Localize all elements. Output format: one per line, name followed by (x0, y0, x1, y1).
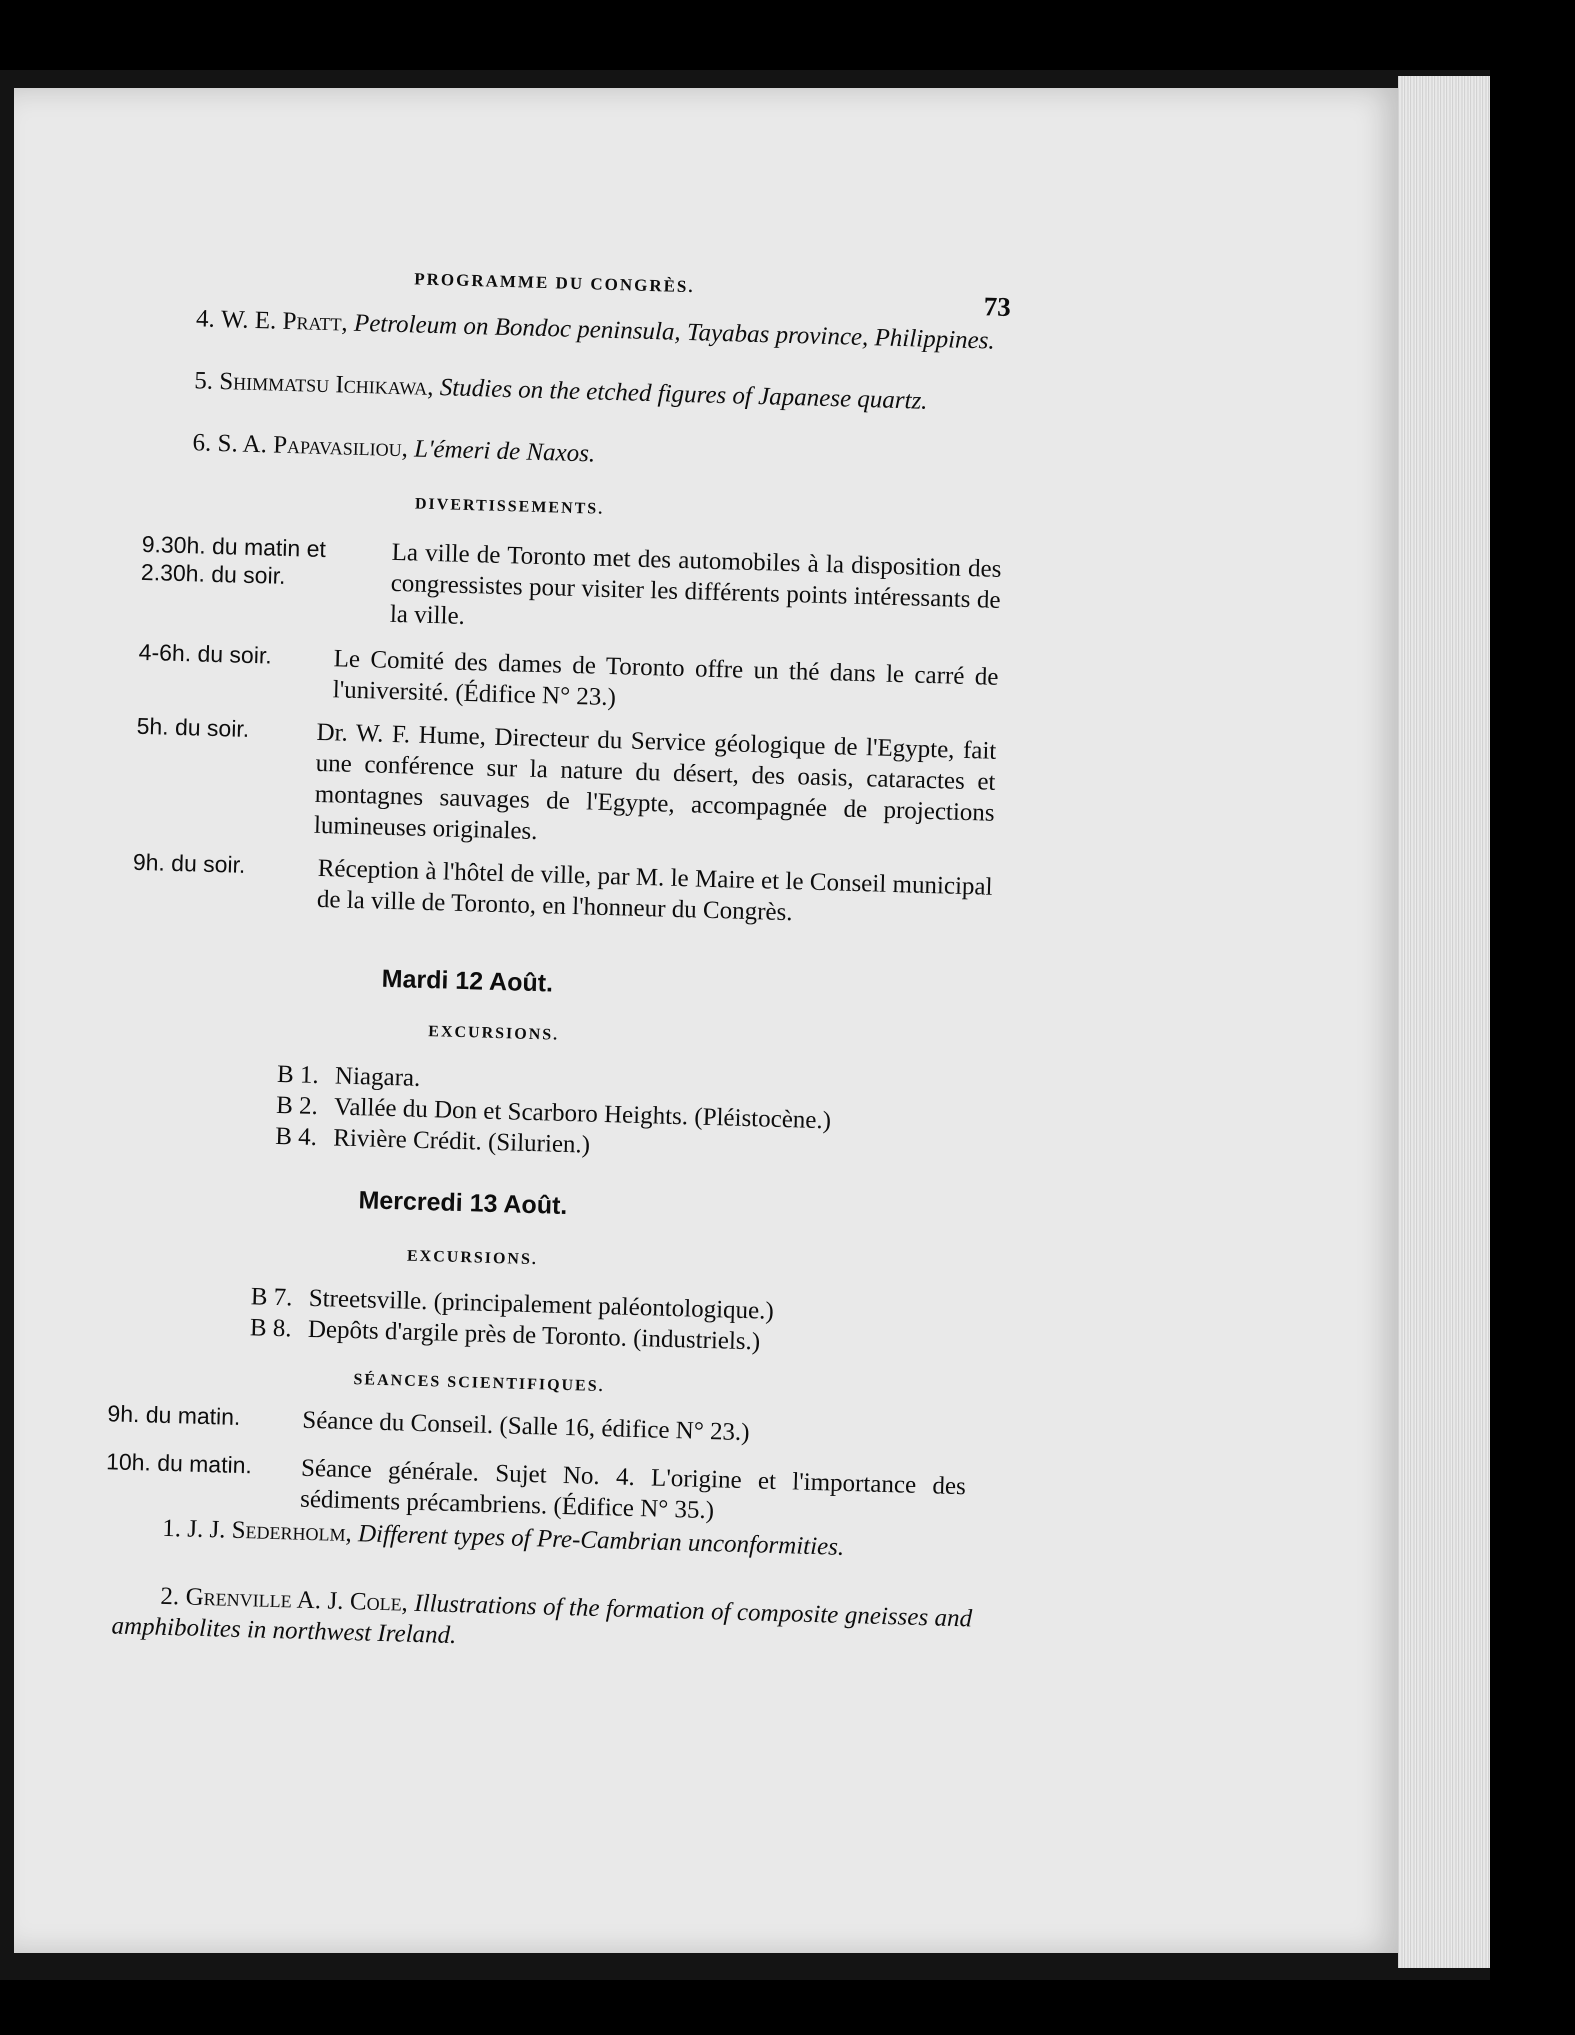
schedule-text: Le Comité des dames de Toronto offre un thé dans le carré de l'université. (Édifice N° 23.) (332, 645, 999, 712)
schedule-text: Séance générale. Sujet No. 4. L'origine et l'importance des sédiments précambriens. (Édifice N° 35.) (299, 1454, 967, 1525)
schedule-entry (134, 712, 997, 864)
excursion-item: B 4. Rivière Crédit. (Silurien.) (274, 1122, 591, 1159)
schedule-text: La ville de Toronto met des automobiles à la disposition des congressistes pour visiter les différents points intéressants de la ville. (389, 538, 1002, 630)
day-title: Mardi 12 Août. (381, 964, 554, 998)
divertissements-heading: DIVERTISSEMENTS. (414, 495, 605, 518)
excursion-item: B 1. Niagara. (276, 1060, 421, 1092)
day-title: Mercredi 13 Août. (358, 1186, 568, 1221)
schedule-time: 10h. du matin. (105, 1448, 253, 1479)
schedule-time: 5h. du soir. (136, 712, 250, 742)
paper-entry: 2. Grenville A. J. Cole, Illustrations of the formation of composite gneisses and amphibolites in northwest Ireland. (111, 1582, 973, 1650)
schedule-text: Dr. W. F. Hume, Directeur du Service géologique de l'Egypte, fait une conférence sur la nature du désert, des oasis, cataractes et montagnes sauvages de l'Egypte, accompagnée de projections lumineuses originales. (313, 718, 997, 846)
paper-entry: 6. S. A. Papavasiliou, L'émeri de Naxos. (192, 429, 596, 468)
seances-heading: SÉANCES SCIENTIFIQUES. (353, 1371, 605, 1396)
paper-entry: 1. J. J. Sederholm, Different types of Pre-Cambrian unconformities. (161, 1514, 845, 1561)
schedule-text: Réception à l'hôtel de ville, par M. le Maire et le Conseil municipal de la ville de Toronto, en l'honneur du Congrès. (316, 854, 993, 927)
schedule-time: 9h. du matin. (107, 1400, 241, 1430)
schedule-time: 9h. du soir. (132, 848, 246, 878)
paper-entry: 4. W. E. Pratt, Petroleum on Bondoc peninsula, Tayabas province, Philippines. (195, 305, 996, 355)
paper-entry: 5. Shimmatsu Ichikawa, Studies on the etched figures of Japanese quartz. (193, 367, 928, 415)
schedule-text: Séance du Conseil. (Salle 16, édifice N° 23.) (302, 1406, 750, 1447)
page-edge-stack (1398, 76, 1490, 1968)
running-head: PROGRAMME DU CONGRÈS. (414, 269, 695, 297)
excursion-item: B 2. Vallée du Don et Scarboro Heights. (Pléistocène.) (275, 1091, 832, 1135)
excursions-heading: EXCURSIONS. (406, 1247, 539, 1269)
schedule-time: 4-6h. du soir. (138, 638, 273, 669)
excursions-heading: EXCURSIONS. (428, 1023, 560, 1044)
excursion-item: B 7. Streetsville. (principalement paléontologique.) (250, 1283, 775, 1325)
schedule-time: 9.30h. du matin et 2.30h. du soir. (140, 530, 327, 589)
page-number: 73 (983, 291, 1012, 323)
excursion-item: B 8. Depôts d'argile près de Toronto. (industriels.) (249, 1314, 761, 1356)
